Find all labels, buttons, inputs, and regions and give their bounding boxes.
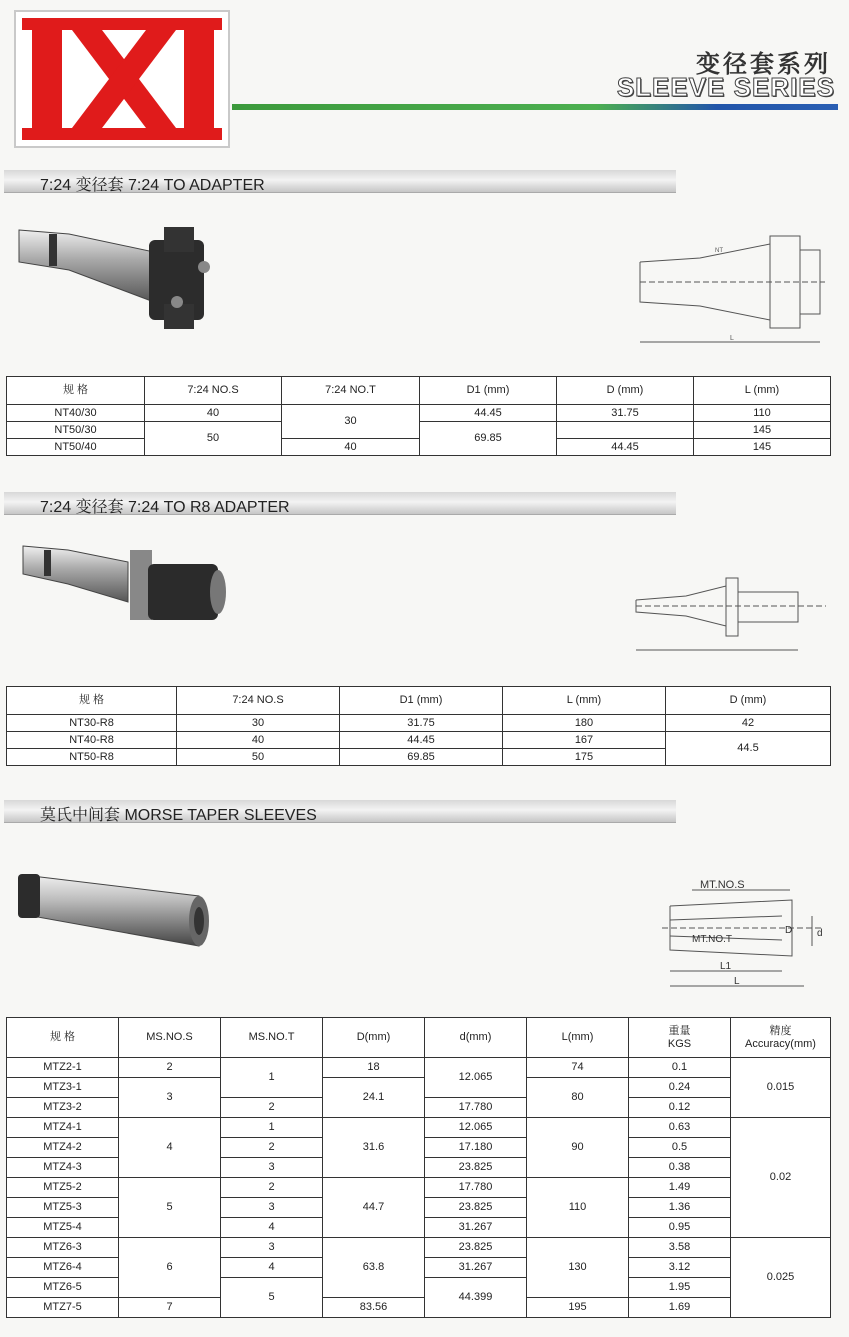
cell-nos: 40 (145, 405, 282, 422)
table-row (7, 1178, 831, 1198)
cell-nos: 4 (119, 1118, 221, 1178)
cell-model: MTZ5-2 (7, 1178, 119, 1198)
table-row (7, 732, 831, 749)
logo-top-bar (22, 18, 222, 30)
cell-d: 17.780 (425, 1178, 527, 1198)
cell-kgs: 1.36 (629, 1198, 731, 1218)
cell-kgs: 1.95 (629, 1278, 731, 1298)
cell-D: 63.8 (323, 1238, 425, 1298)
adapter-drawing (620, 222, 835, 352)
header-cell: D (mm) (557, 377, 694, 405)
cell-nos: 6 (119, 1238, 221, 1298)
table-row (7, 1118, 831, 1138)
adapter-spec-table (6, 376, 831, 456)
logo-letter-i-right (184, 30, 214, 128)
cell-nos: 3 (119, 1078, 221, 1118)
cell-not: 3 (221, 1158, 323, 1178)
header-cell: D1 (mm) (340, 687, 503, 715)
cell-model: NT40/30 (7, 405, 145, 422)
header-cell: MS.NO.T (221, 1018, 323, 1058)
cell-d: 44.399 (425, 1278, 527, 1318)
table-header-row (7, 377, 831, 405)
logo-letter-i-left (32, 30, 62, 128)
morse-sleeve-photo (14, 868, 214, 958)
drawing-label-mtnot: MT.NO.T (692, 934, 732, 945)
cell-model: NT40-R8 (7, 732, 177, 749)
header-cell-accuracy (731, 1018, 831, 1058)
cell-D: 18 (323, 1058, 425, 1078)
header-cell: 规 格 (7, 687, 177, 715)
cell-not: 2 (221, 1138, 323, 1158)
cell-model: MTZ2-1 (7, 1058, 119, 1078)
section-bar-adapter (4, 170, 676, 193)
header-rule (232, 104, 838, 110)
cell-model: NT50/30 (7, 422, 145, 439)
cell-d: 31.267 (425, 1218, 527, 1238)
cell-L: 74 (527, 1058, 629, 1078)
cell-model: MTZ4-2 (7, 1138, 119, 1158)
cell-kgs: 0.24 (629, 1078, 731, 1098)
cell-d: 23.825 (425, 1238, 527, 1258)
cell-model: MTZ5-3 (7, 1198, 119, 1218)
cell-L: 195 (527, 1298, 629, 1318)
brand-logo (14, 10, 230, 148)
header-cell: 7:24 NO.S (177, 687, 340, 715)
section-bar-r8-adapter (4, 492, 676, 515)
cell-d: 12.065 (425, 1058, 527, 1098)
cell-model: NT50-R8 (7, 749, 177, 766)
cell-not: 4 (221, 1218, 323, 1238)
header-cell: 7:24 NO.T (282, 377, 420, 405)
cell-kgs: 3.12 (629, 1258, 731, 1278)
cell-d: 42 (666, 715, 831, 732)
cell-d1: 44.45 (340, 732, 503, 749)
header-cell: D (mm) (666, 687, 831, 715)
cell-model: NT50/40 (7, 439, 145, 456)
cell-not: 30 (282, 405, 420, 439)
cell-nos: 50 (177, 749, 340, 766)
cell-kgs: 0.5 (629, 1138, 731, 1158)
header-cell: L(mm) (527, 1018, 629, 1058)
morse-spec-table (6, 1017, 831, 1318)
cell-kgs: 3.58 (629, 1238, 731, 1258)
cell-not: 1 (221, 1058, 323, 1098)
drawing-label-mtnos: MT.NO.S (700, 879, 745, 891)
cell-not: 40 (282, 439, 420, 456)
cell-not: 2 (221, 1178, 323, 1198)
table-row (7, 1298, 831, 1318)
section-title-morse: 莫氏中间套 MORSE TAPER SLEEVES (40, 807, 317, 824)
drawing-label-l1: L1 (720, 961, 732, 972)
table-header-row (7, 687, 831, 715)
cell-l: 110 (694, 405, 831, 422)
header-cell: L (mm) (694, 377, 831, 405)
cell-model: MTZ6-4 (7, 1258, 119, 1278)
cell-l: 180 (503, 715, 666, 732)
header-weight-kgs: KGS (667, 1037, 692, 1050)
adapter-photo (14, 222, 214, 332)
section-bar-morse (4, 800, 676, 823)
header-cell: L (mm) (503, 687, 666, 715)
cell-d1: 44.45 (420, 405, 557, 422)
cell-model: MTZ6-3 (7, 1238, 119, 1258)
cell-d: 17.780 (425, 1098, 527, 1118)
cell-kgs: 1.49 (629, 1178, 731, 1198)
cell-l: 145 (694, 422, 831, 439)
page-title-en: SLEEVE SERIES (616, 72, 835, 102)
cell-not: 1 (221, 1118, 323, 1138)
cell-model: MTZ7-5 (7, 1298, 119, 1318)
cell-d: 31.267 (425, 1258, 527, 1278)
page-title-cn: 变径套系列 (696, 50, 831, 78)
cell-model: NT30-R8 (7, 715, 177, 732)
cell-D: 83.56 (323, 1298, 425, 1318)
cell-l: 145 (694, 439, 831, 456)
cell-model: MTZ3-2 (7, 1098, 119, 1118)
cell-kgs: 0.1 (629, 1058, 731, 1078)
table-row (7, 715, 831, 732)
logo-letter-x (72, 30, 176, 128)
cell-nos: 50 (145, 422, 282, 456)
header-cell: 规 格 (7, 377, 145, 405)
cell-not: 3 (221, 1238, 323, 1258)
r8-adapter-drawing (626, 570, 831, 660)
cell-l: 167 (503, 732, 666, 749)
table-row (7, 1058, 831, 1078)
header-accuracy-cn: 精度 (769, 1025, 792, 1038)
header-cell: 7:24 NO.S (145, 377, 282, 405)
cell-nos: 7 (119, 1298, 221, 1318)
cell-l: 175 (503, 749, 666, 766)
cell-not: 5 (221, 1278, 323, 1318)
section-title-r8-adapter: 7:24 变径套 7:24 TO R8 ADAPTER (40, 499, 290, 516)
cell-nos: 30 (177, 715, 340, 732)
header-cell: D(mm) (323, 1018, 425, 1058)
cell-d1: 31.75 (340, 715, 503, 732)
cell-not: 4 (221, 1258, 323, 1278)
cell-L: 110 (527, 1178, 629, 1238)
cell-kgs: 0.38 (629, 1158, 731, 1178)
svg-text:L: L (730, 335, 734, 342)
cell-model: MTZ4-1 (7, 1118, 119, 1138)
cell-not: 3 (221, 1198, 323, 1218)
drawing-label-l: L (734, 976, 740, 987)
cell-L: 130 (527, 1238, 629, 1298)
cell-d1: 69.85 (340, 749, 503, 766)
cell-d: 12.065 (425, 1118, 527, 1138)
cell-L: 90 (527, 1118, 629, 1178)
cell-nos: 5 (119, 1178, 221, 1238)
cell-d: 23.825 (425, 1158, 527, 1178)
cell-not: 2 (221, 1098, 323, 1118)
cell-d: 31.75 (557, 405, 694, 422)
header-weight-cn: 重量 (668, 1025, 691, 1038)
cell-model: MTZ4-3 (7, 1158, 119, 1178)
cell-d: 44.5 (666, 732, 831, 766)
cell-nos: 2 (119, 1058, 221, 1078)
cell-accuracy: 0.025 (731, 1238, 831, 1318)
cell-D: 24.1 (323, 1078, 425, 1118)
cell-kgs: 0.12 (629, 1098, 731, 1118)
cell-kgs: 0.63 (629, 1118, 731, 1138)
cell-D: 44.7 (323, 1178, 425, 1238)
cell-d: 44.45 (557, 439, 694, 456)
svg-text:NT: NT (715, 248, 723, 254)
cell-D: 31.6 (323, 1118, 425, 1178)
table-header-row (7, 1018, 831, 1058)
table-row (7, 405, 831, 422)
header-cell-weight (629, 1018, 731, 1058)
cell-accuracy: 0.02 (731, 1118, 831, 1238)
cell-accuracy: 0.015 (731, 1058, 831, 1118)
r8-spec-table (6, 686, 831, 766)
header-cell: MS.NO.S (119, 1018, 221, 1058)
cell-kgs: 0.95 (629, 1218, 731, 1238)
header-cell: 规 格 (7, 1018, 119, 1058)
section-title-adapter: 7:24 变径套 7:24 TO ADAPTER (40, 177, 265, 194)
header-cell: D1 (mm) (420, 377, 557, 405)
cell-d: 17.180 (425, 1138, 527, 1158)
cell-model: MTZ3-1 (7, 1078, 119, 1098)
cell-L: 80 (527, 1078, 629, 1118)
drawing-label-d-cap: D (785, 925, 793, 936)
r8-adapter-photo (18, 540, 228, 630)
cell-model: MTZ6-5 (7, 1278, 119, 1298)
drawing-label-d-small: d (817, 928, 823, 939)
cell-d: 23.825 (425, 1198, 527, 1218)
table-row (7, 1238, 831, 1258)
cell-nos: 40 (177, 732, 340, 749)
cell-kgs: 1.69 (629, 1298, 731, 1318)
cell-model: MTZ5-4 (7, 1218, 119, 1238)
morse-sleeve-drawing (662, 876, 832, 1001)
cell-d1: 69.85 (420, 422, 557, 456)
logo-bottom-bar (22, 128, 222, 140)
header-accuracy-en: Accuracy(mm) (745, 1037, 816, 1050)
header-cell: d(mm) (425, 1018, 527, 1058)
table-row (7, 1078, 831, 1098)
table-row (7, 439, 831, 456)
